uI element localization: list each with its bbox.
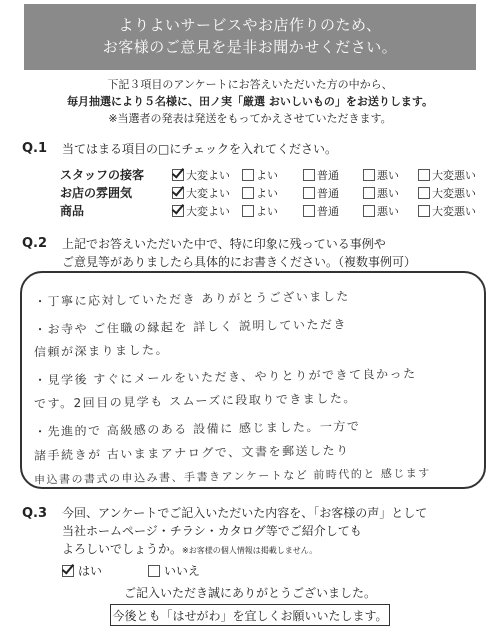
- q1-option-label: 普通: [317, 187, 339, 200]
- q1-option-label: 普通: [317, 169, 339, 182]
- q1-checkbox[interactable]: [242, 169, 254, 181]
- handwritten-line: ・見学後 すぐにメールをいただき、やりとりができて良かった: [33, 366, 417, 388]
- q1-checkbox[interactable]: [242, 187, 254, 199]
- q1-option[interactable]: [242, 167, 278, 183]
- q1-checkbox[interactable]: [172, 187, 184, 199]
- q3-label: Q.3: [22, 506, 48, 521]
- q1-checkbox[interactable]: [363, 187, 375, 199]
- q1-option-label: よい: [256, 169, 278, 182]
- q1-text: 当てはまる項目の□にチェックを入れてください。: [62, 142, 337, 156]
- q1-option[interactable]: [242, 185, 278, 201]
- q3-yes-label: はい: [78, 564, 103, 578]
- q1-option-label: 大変よい: [186, 205, 230, 218]
- handwritten-line: ・先進的で 高級感のある 設備に 感じました。一方で: [33, 419, 361, 439]
- q1-checkbox[interactable]: [418, 205, 430, 217]
- q1-option[interactable]: [363, 167, 399, 183]
- q1-checkbox[interactable]: [303, 187, 315, 199]
- q1-option[interactable]: [303, 167, 339, 183]
- handwritten-line: 信頼が深まりました。: [33, 342, 170, 360]
- intro-line-3: ※当選者の発表は発送をもってかえさせていただきます。: [108, 112, 392, 125]
- handwritten-line: ・丁寧に応対していただき ありがとうございました: [33, 289, 350, 309]
- q1-label: Q.1: [22, 141, 48, 156]
- q2-label: Q.2: [22, 236, 48, 251]
- q1-option-label: 悪い: [377, 187, 399, 200]
- q1-option-label: 大変悪い: [432, 205, 476, 218]
- header-line-2: お客様のご意見を是非お聞かせください。: [102, 38, 398, 56]
- q2-line-2: ご意見等がありましたら具体的にお書きください。（複数事例可）: [62, 255, 417, 269]
- q3-yes-option[interactable]: [62, 562, 102, 579]
- q1-checkbox[interactable]: [363, 205, 375, 217]
- q1-option[interactable]: [303, 203, 339, 219]
- q1-row: [60, 166, 480, 184]
- q1-option-label: 悪い: [377, 205, 399, 218]
- q3-no-label: いいえ: [164, 564, 201, 578]
- intro-line-2: 毎月抽選により５名様に、田ノ実「厳選 おいしいもの」をお送りします。: [67, 95, 433, 108]
- intro-text: [0, 76, 500, 127]
- q3-text: [62, 504, 427, 560]
- q1-option-label: よい: [256, 205, 278, 218]
- q1-option[interactable]: [418, 185, 476, 201]
- q1-option-label: よい: [256, 187, 278, 200]
- q3-line-3-text: よろしいでしょうか。: [62, 542, 183, 556]
- q3-line-3: [62, 540, 427, 560]
- handwritten-line: 諸手続きが 古いままアナログで、文書を郵送したり: [33, 443, 350, 463]
- q1-option-label: 大変悪い: [432, 187, 476, 200]
- q1-row-category: スタッフの接客: [60, 168, 145, 182]
- q1-option[interactable]: [363, 185, 399, 201]
- q1-option[interactable]: [363, 203, 399, 219]
- handwritten-line: ・お寺や ご住職の縁起を 詳しく 説明していただき: [33, 317, 348, 337]
- handwritten-line: です。2回目の見学も スムーズに段取りできました。: [33, 391, 357, 411]
- q3-line-2: 当社ホームページ・チラシ・カタログ等でご紹介しても: [62, 524, 362, 538]
- q1-option[interactable]: [418, 203, 476, 219]
- q1-option-label: 大変悪い: [432, 169, 476, 182]
- q1-checkbox[interactable]: [172, 169, 184, 181]
- intro-line-1: 下記３項目のアンケートにお答えいただいた方の中から、: [107, 78, 393, 91]
- thanks-text: ご記入いただき誠にありがとうございました。: [123, 586, 376, 600]
- q1-checkbox[interactable]: [418, 187, 430, 199]
- q2-text: [62, 235, 416, 271]
- q1-row: [60, 202, 480, 220]
- q1-checkbox[interactable]: [418, 169, 430, 181]
- q1-option[interactable]: [418, 167, 476, 183]
- q3-no-option[interactable]: [148, 562, 200, 579]
- q3-note: ※お客様の個人情報は掲載しません。: [182, 546, 318, 555]
- q1-option-label: 大変よい: [186, 187, 230, 200]
- q1-option[interactable]: [242, 203, 278, 219]
- closing-box: 今後とも「はせがわ」を宜しくお願いいたします。: [110, 604, 390, 626]
- q1-row-category: 商品: [60, 204, 85, 218]
- q3-yes-checkbox[interactable]: [62, 565, 74, 577]
- q1-checkbox[interactable]: [242, 205, 254, 217]
- q1-option[interactable]: [303, 185, 339, 201]
- q1-checkbox[interactable]: [363, 169, 375, 181]
- q1-checkbox[interactable]: [303, 205, 315, 217]
- q1-option-label: 大変よい: [186, 169, 230, 182]
- q3-line-1: 今回、アンケートでご記入いただいた内容を、「お客様の声」として: [62, 506, 428, 520]
- q1-checkbox[interactable]: [303, 169, 315, 181]
- q1-option[interactable]: [172, 167, 230, 183]
- q1-option-label: 悪い: [377, 169, 399, 182]
- q1-row: [60, 184, 480, 202]
- q1-option[interactable]: [172, 185, 230, 201]
- header-banner: [24, 4, 476, 70]
- handwritten-line: 申込書の書式の申込み書、手書きアンケートなど 前時代的と 感じます: [33, 466, 431, 487]
- q2-line-1: 上記でお答えいただいた中で、特に印象に残っている事例や: [62, 237, 386, 251]
- header-line-1: よりよいサービスやお店作りのため、: [118, 16, 382, 34]
- q1-checkbox[interactable]: [172, 205, 184, 217]
- q1-option-label: 普通: [317, 205, 339, 218]
- q3-no-checkbox[interactable]: [148, 565, 160, 577]
- q1-option[interactable]: [172, 203, 230, 219]
- q1-row-category: お店の雰囲気: [60, 186, 133, 200]
